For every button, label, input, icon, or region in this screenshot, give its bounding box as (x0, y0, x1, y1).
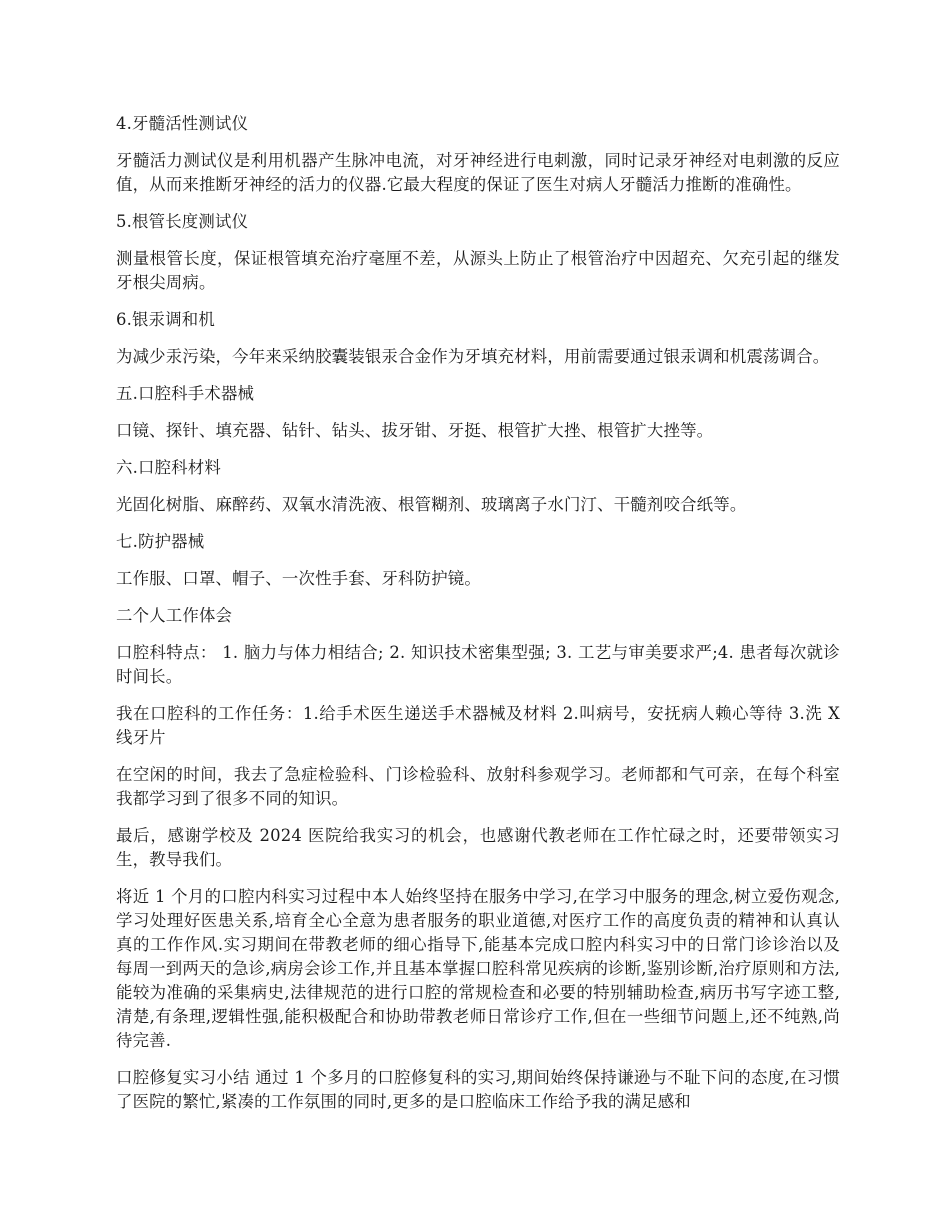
section-heading: 5.根管长度测试仪 (116, 212, 249, 231)
section-heading: 五.口腔科手术器械 (116, 384, 255, 403)
body-paragraph: 测量根管长度，保证根管填充治疗毫厘不差，从源头上防止了根管治疗中因超充、欠充引起的继发牙根尖周病。 (116, 249, 840, 292)
section-heading: 4.牙髓活性测试仪 (116, 114, 249, 133)
body-paragraph: 将近 1 个月的口腔内科实习过程中本人始终坚持在服务中学习,在学习中服务的理念,树立爱伤观念,学习处理好医患关系,培育全心全意为患者服务的职业道德,对医疗工作的高度负责的精神和认真认真的工作作风.实习期间在带教老师的细心指导下,能基本完成口腔内科实习中的日常门诊诊治以及每周一到两天的急诊,病房会诊工作,并且基本掌握口腔科常见疾病的诊断,鉴别诊断,治疗原则和方法,能较为准确的采集病史,法律规范的进行口腔的常规检查和必要的特别辅助检查,病历书写字迹工整,清楚,有条理,逻辑性强,能积极配合和协助带教老师日常诊疗工作,但在一些细节问题上,还不纯熟,尚待完善. (116, 887, 840, 1050)
body-paragraph: 牙髓活力测试仪是利用机器产生脉冲电流，对牙神经进行电刺激，同时记录牙神经对电刺激的反应值，从而来推断牙神经的活力的仪器.它最大程度的保证了医生对病人牙髓活力推断的准确性。 (116, 151, 840, 194)
body-paragraph: 最后，感谢学校及 2024 医院给我实习的机会，也感谢代教老师在工作忙碌之时，还要带领实习生，教导我们。 (116, 826, 840, 869)
section-heading: 七.防护器械 (116, 532, 205, 551)
body-paragraph: 光固化树脂、麻醉药、双氧水清洗液、根管糊剂、玻璃离子水门汀、干髓剂咬合纸等。 (116, 495, 747, 514)
body-paragraph: 为减少汞污染，今年来采纳胶囊装银汞合金作为牙填充材料，用前需要通过银汞调和机震荡调合。 (116, 347, 830, 366)
body-paragraph: 在空闲的时间，我去了急症检验科、门诊检验科、放射科参观学习。老师都和气可亲，在每个科室我都学习到了很多不同的知识。 (116, 765, 840, 808)
section-heading: 二个人工作体会 (116, 606, 233, 625)
body-paragraph: 工作服、口罩、帽子、一次性手套、牙科防护镜。 (116, 569, 481, 588)
body-paragraph: 口镜、探针、填充器、钻针、钻头、拔牙钳、牙挺、根管扩大挫、根管扩大挫等。 (116, 421, 714, 440)
section-heading: 6.银汞调和机 (116, 310, 215, 329)
body-paragraph: 口腔修复实习小结 通过 1 个多月的口腔修复科的实习,期间始终保持谦逊与不耻下问的态度,在习惯了医院的繁忙,紧凑的工作氛围的同时,更多的是口腔临床工作给予我的满足感和 (116, 1068, 840, 1111)
body-paragraph: 口腔科特点： 1. 脑力与体力相结合; 2. 知识技术密集型强; 3. 工艺与审美要求严;4. 患者每次就诊时间长。 (116, 643, 840, 686)
section-heading: 六.口腔科材料 (116, 458, 221, 477)
body-paragraph: 我在口腔科的工作任务：1.给手术医生递送手术器械及材料 2.叫病号，安抚病人赖心等待 3.洗 X 线牙片 (116, 704, 840, 747)
